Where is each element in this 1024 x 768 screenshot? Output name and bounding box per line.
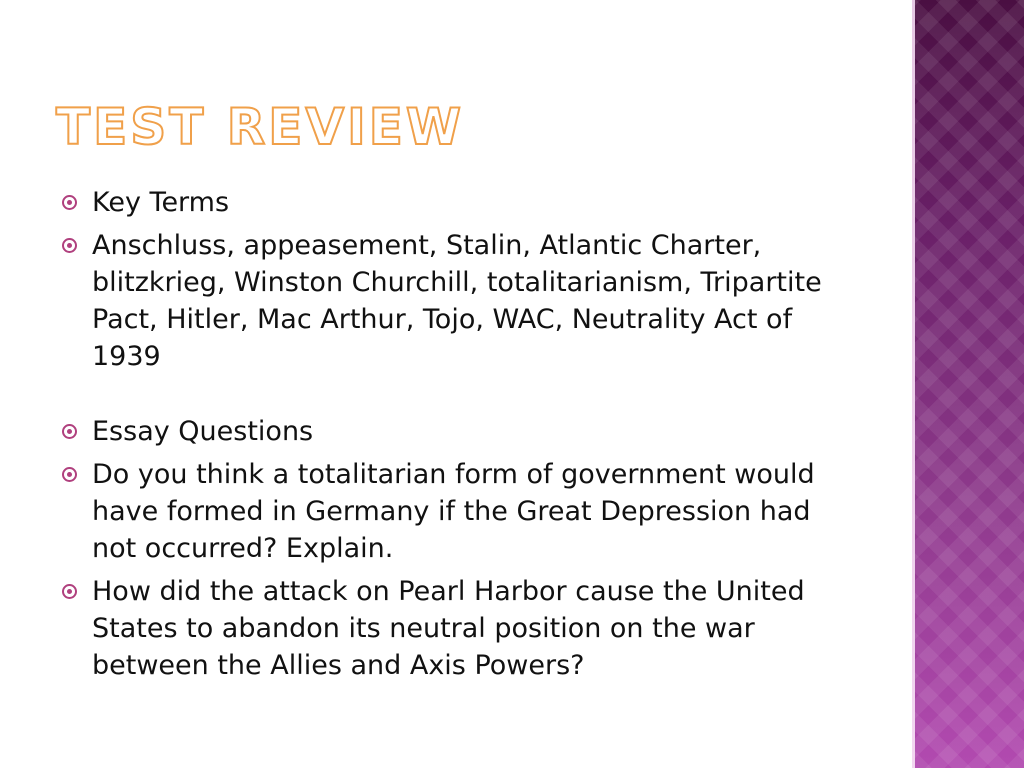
list-item bbox=[62, 413, 862, 450]
bullet-icon bbox=[62, 238, 77, 253]
list-item bbox=[62, 456, 862, 567]
list-item-text: Essay Questions bbox=[92, 416, 314, 447]
bullet-icon bbox=[62, 467, 77, 482]
bullet-icon bbox=[62, 424, 77, 439]
bullet-icon bbox=[62, 584, 77, 599]
list-item-text: Do you think a totalitarian form of government would have formed in Germany if the Great Depression had not occurred? Explain. bbox=[92, 459, 815, 564]
list-item bbox=[62, 227, 862, 375]
bullet-list bbox=[62, 184, 862, 690]
list-item bbox=[62, 184, 862, 221]
list-item-text: Anschluss, appeasement, Stalin, Atlantic Charter, blitzkrieg, Winston Churchill, totalitarianism, Tripartite Pact, Hitler, Mac Arthur, Tojo, WAC, Neutrality Act of 1939 bbox=[92, 230, 822, 372]
decorative-side-bar bbox=[912, 0, 1024, 768]
slide-title: TEST REVIEW bbox=[56, 98, 465, 156]
bullet-icon bbox=[62, 195, 77, 210]
list-item-text: Key Terms bbox=[92, 187, 230, 218]
list-item bbox=[62, 573, 862, 684]
list-item-text: How did the attack on Pearl Harbor cause the United States to abandon its neutral position on the war between the Allies and Axis Powers? bbox=[92, 576, 805, 681]
